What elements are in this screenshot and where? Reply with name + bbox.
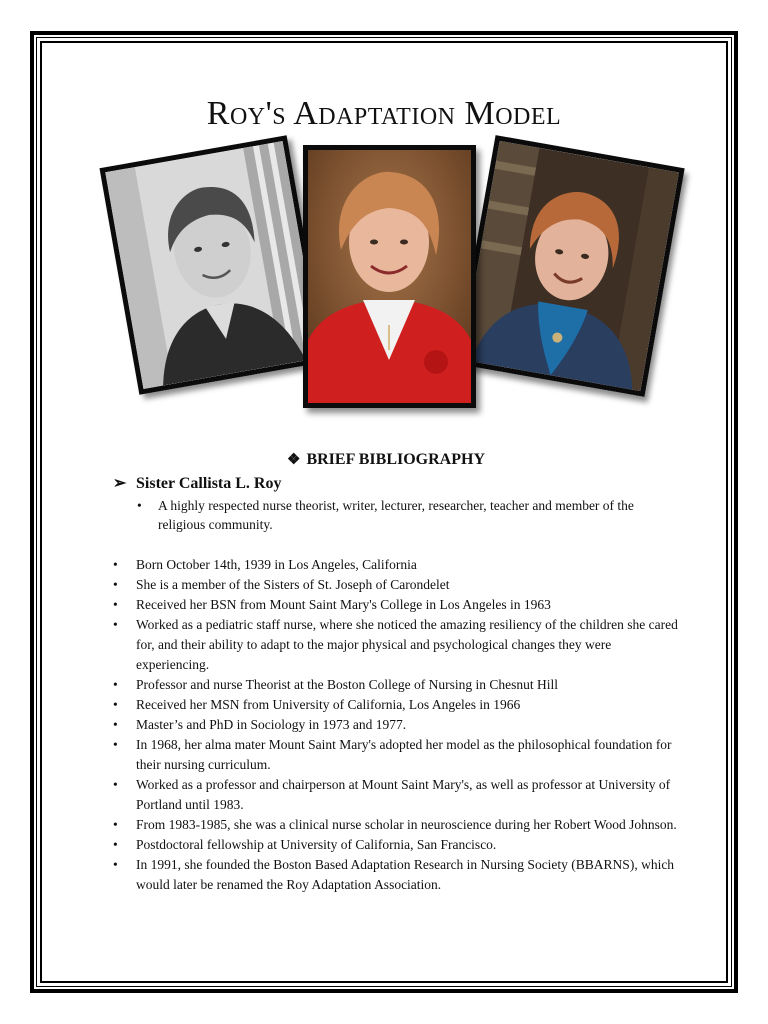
biography-list bbox=[113, 555, 678, 895]
list-item: • A highly respected nurse theorist, writer, lecturer, researcher, teacher and member of the religious community. bbox=[137, 496, 682, 534]
list-item: • Professor and nurse Theorist at the Boston College of Nursing in Chesnut Hill bbox=[113, 675, 678, 695]
photo-young-roy bbox=[99, 135, 326, 394]
list-item: • Born October 14th, 1939 in Los Angeles, California bbox=[113, 555, 678, 575]
list-item: • Received her MSN from University of California, Los Angeles in 1966 bbox=[113, 695, 678, 715]
subject-name-text: Sister Callista L. Roy bbox=[136, 475, 282, 492]
list-item: • Postdoctoral fellowship at University of California, San Francisco. bbox=[113, 835, 678, 855]
list-item: • She is a member of the Sisters of St. Joseph of Carondelet bbox=[113, 575, 678, 595]
list-item: • In 1968, her alma mater Mount Saint Mary's adopted her model as the philosophical foundation for their nursing curriculum. bbox=[113, 735, 678, 775]
list-item: • Master’s and PhD in Sociology in 1973 and 1977. bbox=[113, 715, 678, 735]
subject-description-list bbox=[137, 496, 682, 534]
arrow-bullet-icon: ➢ bbox=[113, 475, 127, 492]
list-item: • Received her BSN from Mount Saint Mary's College in Los Angeles in 1963 bbox=[113, 595, 678, 615]
list-item: • From 1983-1985, she was a clinical nurse scholar in neuroscience during her Robert Wood Johnson. bbox=[113, 815, 678, 835]
photo-blue-jacket-roy bbox=[455, 135, 684, 397]
list-item: • Worked as a professor and chairperson at Mount Saint Mary's, as well as professor at University of Portland until 1983. bbox=[113, 775, 678, 815]
page-title: Roy's Adaptation Model bbox=[206, 95, 562, 132]
list-item: • In 1991, she founded the Boston Based Adaptation Research in Nursing Society (BBARNS), which would later be renamed the Roy Adaptation Association. bbox=[113, 855, 678, 895]
list-item: • Worked as a pediatric staff nurse, where she noticed the amazing resiliency of the children she cared for, and their ability to adapt to the major physical and psychological changes they were experiencing. bbox=[113, 615, 678, 675]
photo-red-jacket-roy bbox=[303, 145, 476, 408]
diamond-icon: ❖ bbox=[287, 452, 301, 468]
section-heading bbox=[287, 450, 485, 469]
section-heading-text: BRIEF BIBLIOGRAPHY bbox=[306, 451, 485, 468]
subject-name bbox=[113, 473, 281, 493]
